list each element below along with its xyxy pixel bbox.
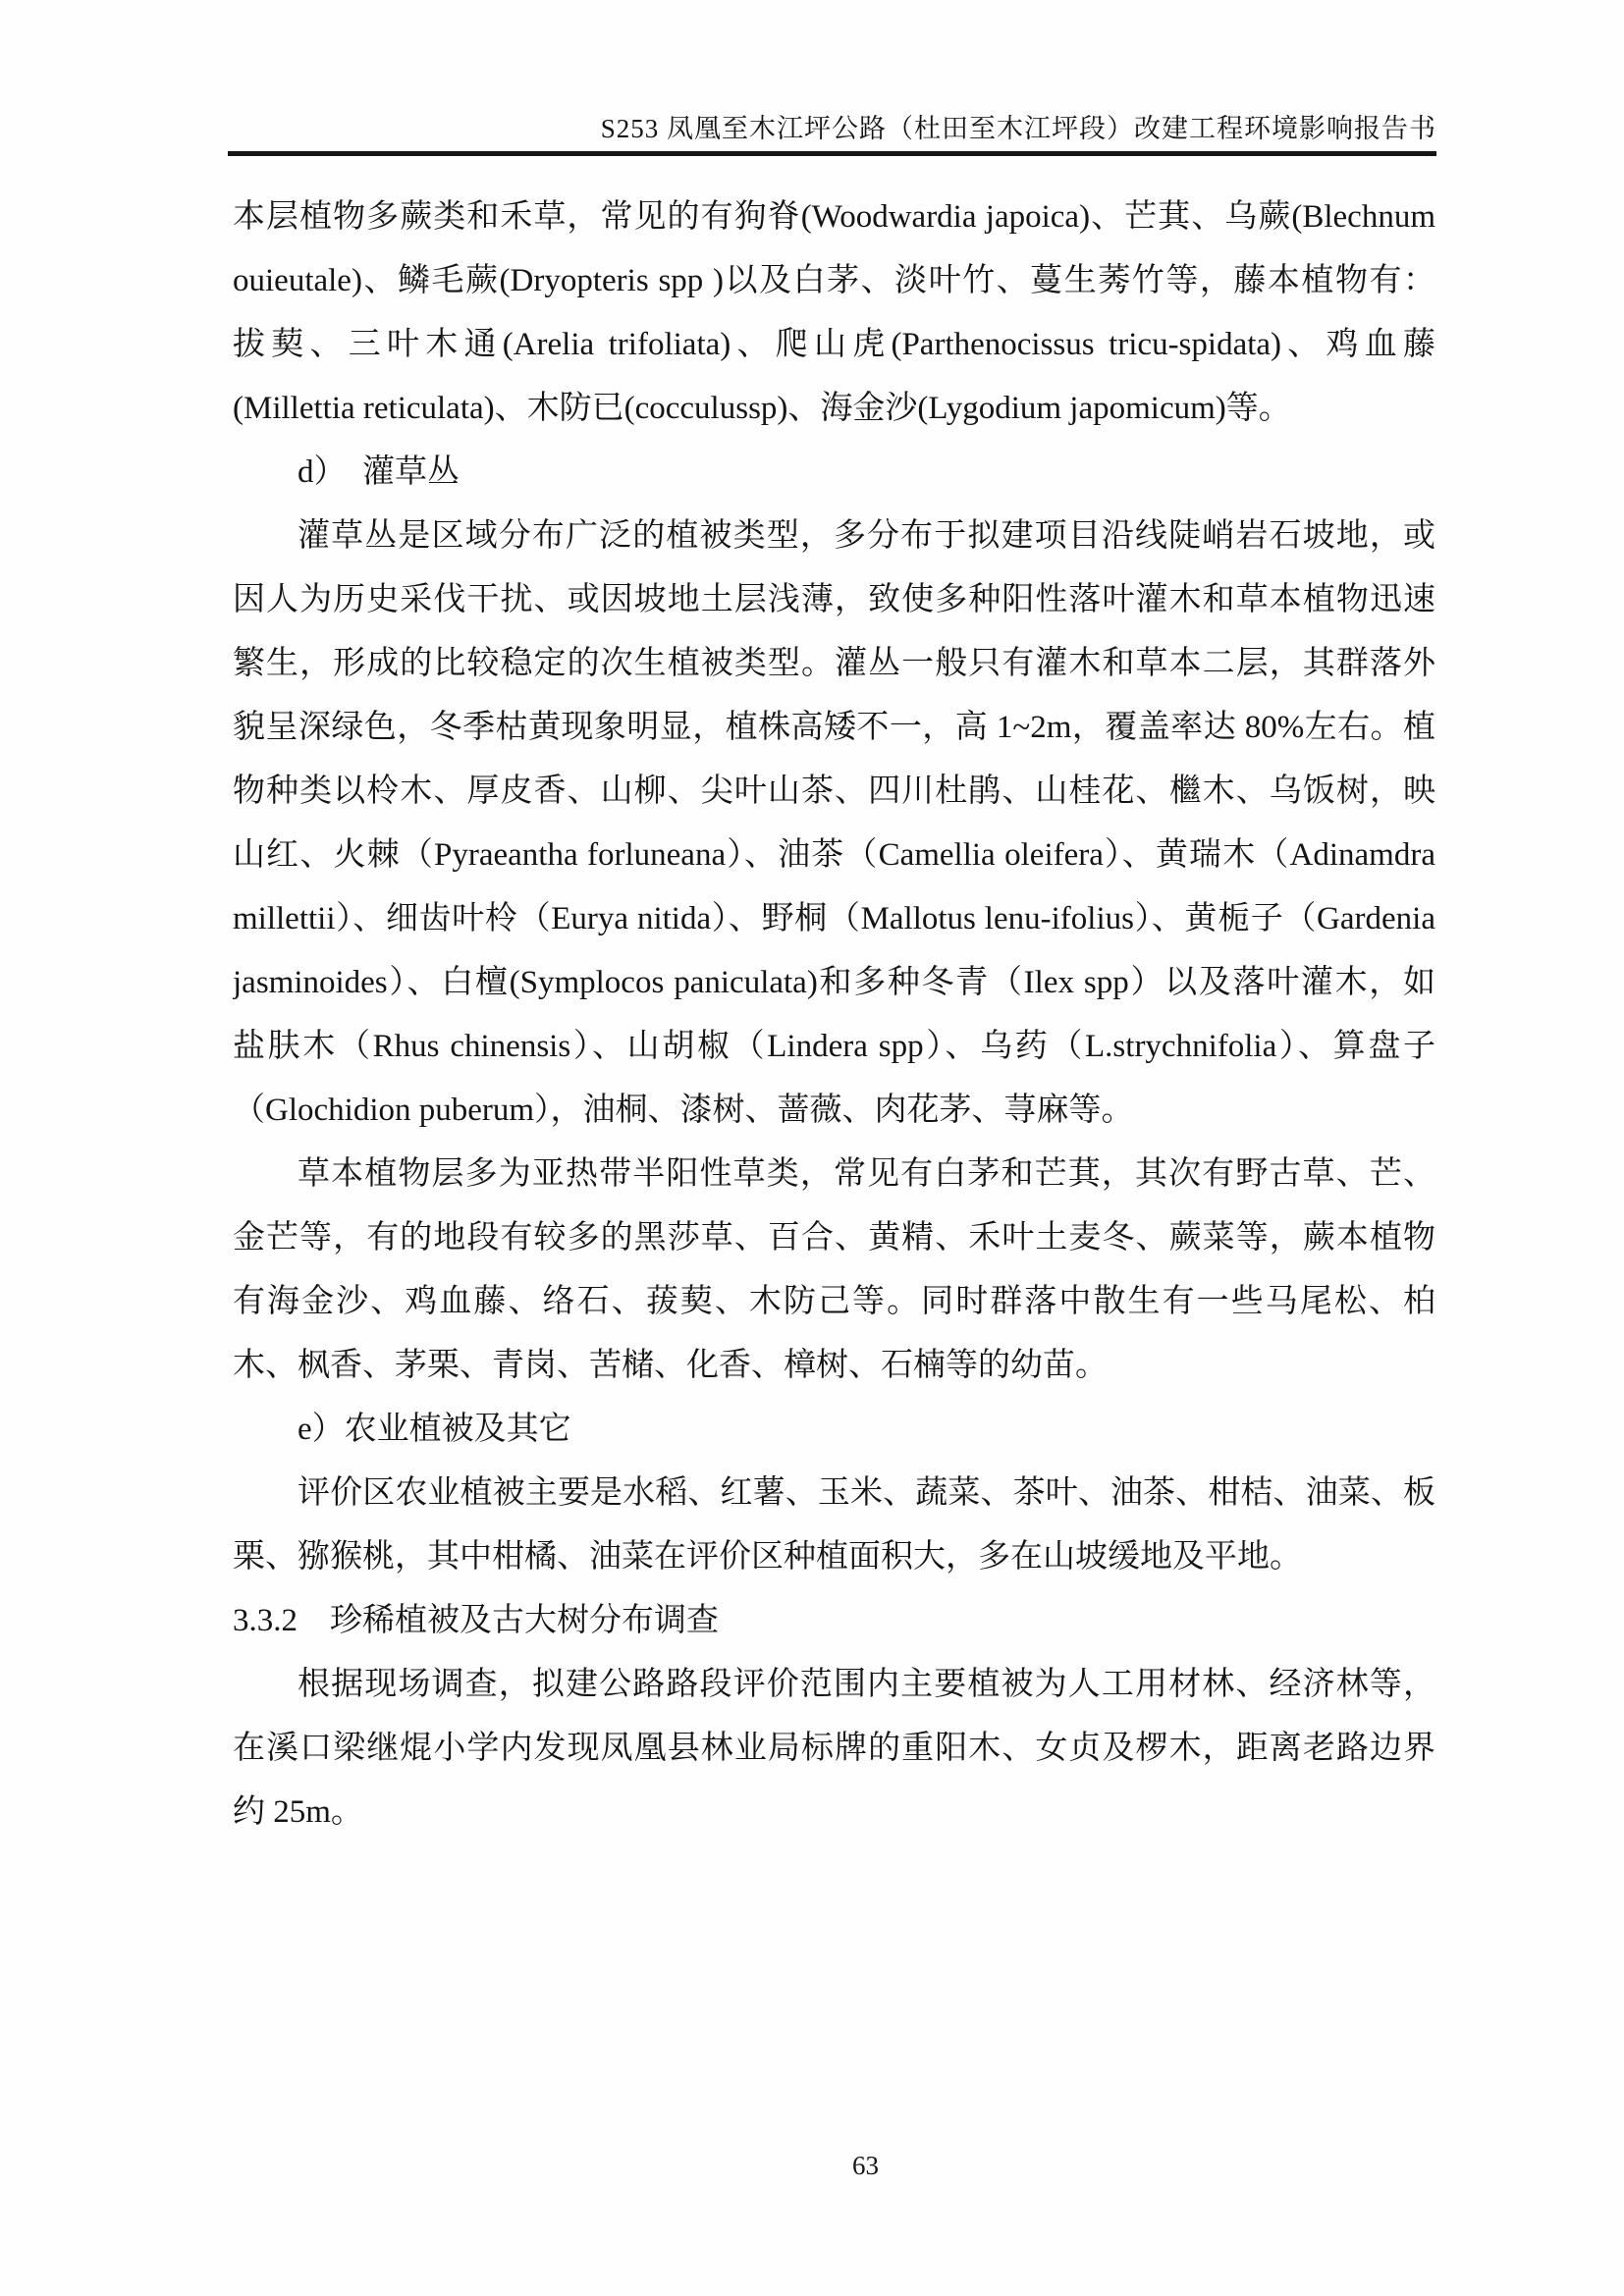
paragraph-fern-herb-layer-line: 本层植物多蕨类和禾草，常见的有狗脊(Woodwardia japoica)、芒萁、乌蕨(Blechnum [233, 199, 1435, 235]
paragraph-shrub-grass-line: jasminoides）、白檀(Symplocos paniculata)和多种冬青（Ilex spp）以及落叶灌木，如 [233, 965, 1435, 1000]
paragraph-shrub-grass-line: 灌草丛是区域分布广泛的植被类型，多分布于拟建项目沿线陡峭岩石坡地，或 [298, 518, 1435, 554]
page-header [228, 0, 1436, 156]
paragraph-fern-herb-layer-line: (Millettia reticulata)、木防已(cocculussp)、海金沙(Lygodium japomicum)等。 [233, 391, 1291, 426]
header-title: S253 凤凰至木江坪公路（杜田至木江坪段）改建工程环境影响报告书 [600, 114, 1436, 143]
paragraph-rare-plants-survey-line: 根据现场调查，拟建公路路段评价范围内主要植被为人工用材林、经济林等， [298, 1667, 1435, 1702]
paragraph-shrub-grass-line: 貌呈深绿色，冬季枯黄现象明显，植株高矮不一，高 1~2m，覆盖率达 80%左右。植 [233, 710, 1435, 745]
page-number: 63 [852, 2151, 879, 2180]
heading-3-3-2-line: 3.3.2 珍稀植被及古大树分布调查 [233, 1603, 719, 1638]
paragraph-herb-layer-line: 木、枫香、茅栗、青岗、苦槠、化香、樟树、石楠等的幼苗。 [233, 1348, 1108, 1383]
paragraph-shrub-grass-line: 山红、火棘（Pyraeantha forluneana）、油茶（Camellia oleifera）、黄瑞木（Adinamdra [233, 837, 1435, 873]
paragraph-rare-plants-survey-line: 在溪口梁继焜小学内发现凤凰县林业局标牌的重阳木、女贞及椤木，距离老路边界 [233, 1731, 1435, 1766]
heading-e-agriculture-line: e）农业植被及其它 [298, 1412, 571, 1447]
paragraph-shrub-grass-line: millettii）、细齿叶柃（Eurya nitida）、野桐（Mallotus lenu-ifolius）、黄栀子（Gardenia [233, 901, 1435, 936]
paragraph-shrub-grass-line: 盐肤木（Rhus chinensis）、山胡椒（Lindera spp）、乌药（L.strychnifolia）、算盘子 [233, 1029, 1435, 1064]
paragraph-shrub-grass-line: 繁生，形成的比较稳定的次生植被类型。灌丛一般只有灌木和草本二层，其群落外 [233, 646, 1435, 681]
paragraph-agriculture-line: 评价区农业植被主要是水稻、红薯、玉米、蔬菜、茶叶、油茶、柑桔、油菜、板 [298, 1475, 1435, 1511]
paragraph-herb-layer-line: 有海金沙、鸡血藤、络石、菝葜、木防己等。同时群落中散生有一些马尾松、柏 [233, 1284, 1435, 1319]
paragraph-herb-layer-line: 金芒等，有的地段有较多的黑莎草、百合、黄精、禾叶土麦冬、蕨菜等，蕨本植物 [233, 1220, 1435, 1255]
paragraph-fern-herb-layer-line: ouieutale)、鳞毛蕨(Dryopteris spp )以及白茅、淡叶竹、蔓生莠竹等，藤本植物有： [233, 263, 1435, 298]
paragraph-agriculture-line: 栗、猕猴桃，其中柑橘、油菜在评价区种植面积大，多在山坡缓地及平地。 [233, 1539, 1302, 1575]
paragraph-rare-plants-survey-line: 约 25m。 [233, 1794, 363, 1830]
document-body [233, 186, 1435, 1844]
paragraph-fern-herb-layer-line: 拔葜、三叶木通(Arelia trifoliata)、爬山虎(Parthenocissus tricu-spidata)、鸡血藤 [233, 327, 1435, 362]
paragraph-shrub-grass-line: 物种类以柃木、厚皮香、山柳、尖叶山茶、四川杜鹃、山桂花、檵木、乌饭树，映 [233, 774, 1435, 809]
paragraph-shrub-grass-line: （Glochidion puberum），油桐、漆树、蔷薇、肉花茅、荨麻等。 [233, 1093, 1134, 1128]
heading-d-shrub-grass-line: d） 灌草丛 [298, 454, 460, 490]
paragraph-shrub-grass-line: 因人为历史采伐干扰、或因坡地土层浅薄，致使多种阳性落叶灌木和草本植物迅速 [233, 582, 1435, 617]
paragraph-herb-layer-line: 草本植物层多为亚热带半阳性草类，常见有白茅和芒萁，其次有野古草、芒、 [298, 1156, 1435, 1192]
page-footer [233, 2150, 1435, 2181]
